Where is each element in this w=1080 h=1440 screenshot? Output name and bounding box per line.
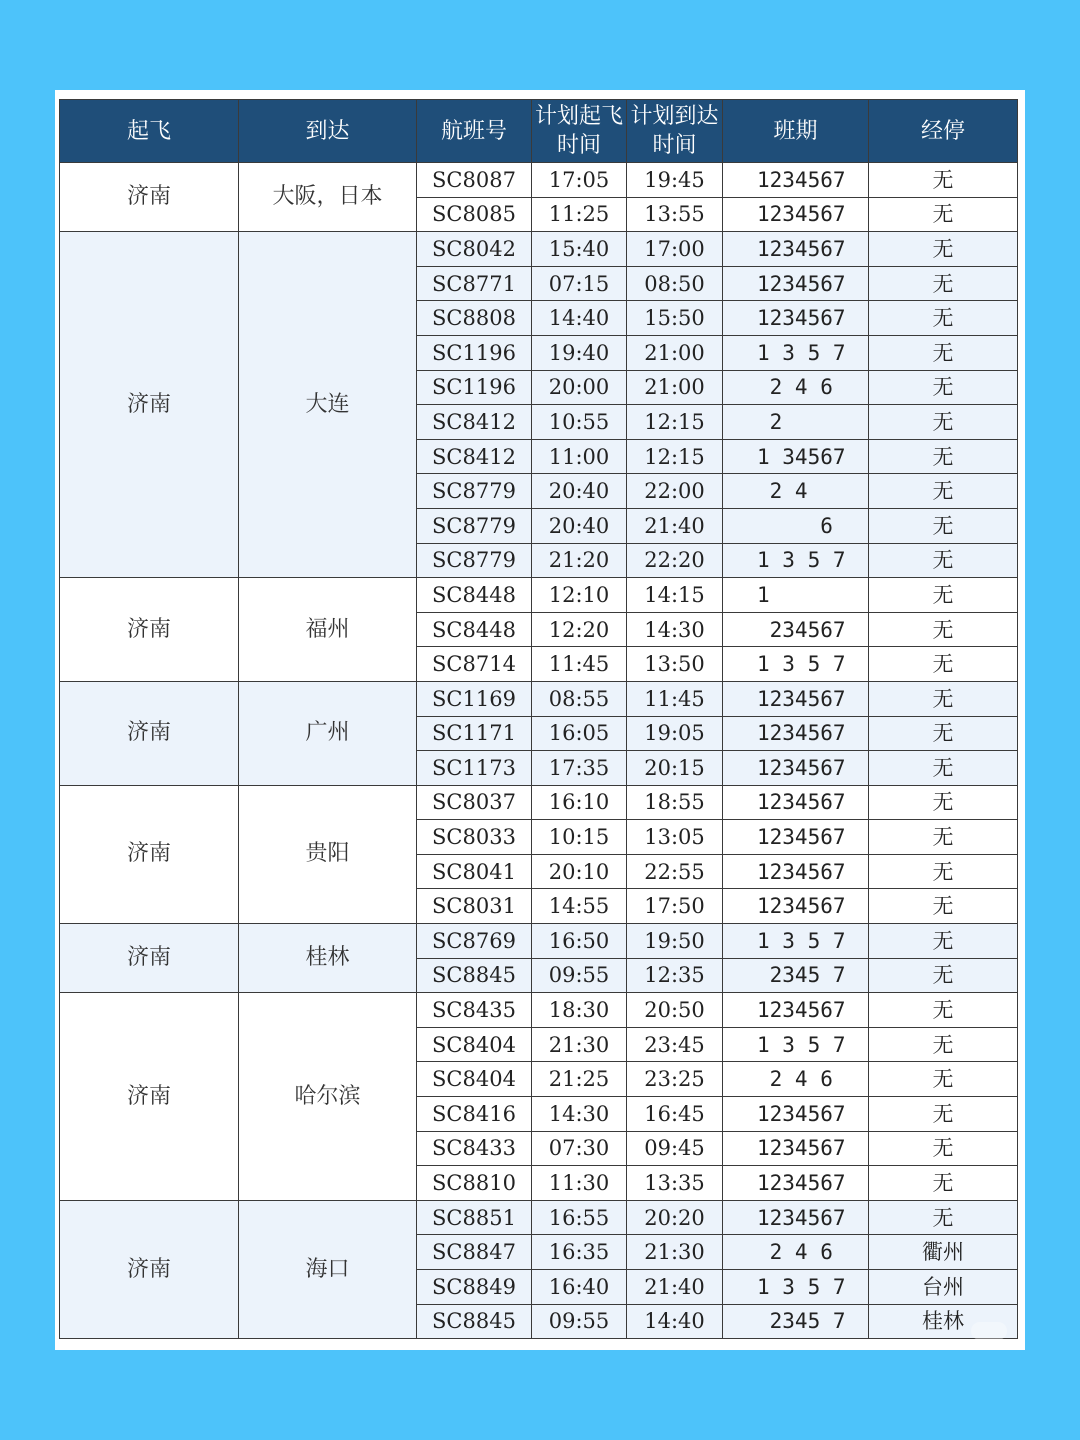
cell-schedule-days: 1 3 5 7 [723,647,869,682]
cell-dep-time: 16:05 [532,716,627,751]
cell-dep-time: 11:25 [532,197,627,232]
cell-stopover: 无 [869,232,1018,267]
cell-schedule-days: 2 4 6 [723,370,869,405]
cell-stopover: 无 [869,681,1018,716]
cell-stopover: 无 [869,197,1018,232]
cell-arrival-city: 海口 [239,1200,417,1338]
cell-dep-time: 10:55 [532,405,627,440]
cell-flight-no: SC8771 [417,266,532,301]
cell-departure-city: 济南 [60,163,239,232]
table-row [60,232,1018,267]
cell-flight-no: SC1196 [417,370,532,405]
cell-dep-time: 16:40 [532,1270,627,1305]
cell-dep-time: 12:20 [532,612,627,647]
cell-dep-time: 07:30 [532,1131,627,1166]
cell-dep-time: 17:05 [532,163,627,198]
cell-flight-no: SC8810 [417,1166,532,1201]
watermark-badge [971,1322,1007,1340]
cell-stopover: 台州 [869,1270,1018,1305]
cell-stopover: 桂林 [869,1304,1018,1339]
cell-arr-time: 19:45 [627,163,723,198]
cell-arr-time: 14:15 [627,578,723,613]
cell-stopover: 无 [869,716,1018,751]
cell-departure-city: 济南 [60,993,239,1201]
cell-flight-no: SC8714 [417,647,532,682]
cell-schedule-days: 234567 [723,612,869,647]
cell-dep-time: 16:10 [532,785,627,820]
cell-arr-time: 15:50 [627,301,723,336]
cell-dep-time: 11:45 [532,647,627,682]
cell-dep-time: 19:40 [532,335,627,370]
cell-dep-time: 14:40 [532,301,627,336]
cell-dep-time: 16:35 [532,1235,627,1270]
cell-schedule-days: 1234567 [723,301,869,336]
flight-schedule-table [59,99,1018,1339]
cell-schedule-days: 1 3 5 7 [723,335,869,370]
table-row [60,681,1018,716]
cell-schedule-days: 2345 7 [723,958,869,993]
cell-flight-no: SC8448 [417,612,532,647]
cell-dep-time: 21:25 [532,1062,627,1097]
cell-arrival-city: 福州 [239,578,417,682]
cell-dep-time: 14:55 [532,889,627,924]
cell-dep-time: 08:55 [532,681,627,716]
cell-schedule-days: 1234567 [723,232,869,267]
cell-arr-time: 13:55 [627,197,723,232]
cell-flight-no: SC8087 [417,163,532,198]
cell-schedule-days: 2 4 6 [723,1062,869,1097]
cell-dep-time: 20:00 [532,370,627,405]
cell-dep-time: 09:55 [532,1304,627,1339]
cell-stopover: 无 [869,820,1018,855]
cell-schedule-days: 2 [723,405,869,440]
table-row [60,785,1018,820]
cell-departure-city: 济南 [60,924,239,993]
cell-dep-time: 12:10 [532,578,627,613]
cell-schedule-days: 1234567 [723,820,869,855]
cell-arr-time: 13:35 [627,1166,723,1201]
cell-arr-time: 20:50 [627,993,723,1028]
cell-arr-time: 23:25 [627,1062,723,1097]
cell-flight-no: SC8085 [417,197,532,232]
table-row [60,163,1018,198]
cell-arrival-city: 贵阳 [239,785,417,923]
cell-flight-no: SC8779 [417,543,532,578]
cell-arr-time: 21:40 [627,1270,723,1305]
cell-dep-time: 11:30 [532,1166,627,1201]
cell-arr-time: 13:05 [627,820,723,855]
cell-stopover: 无 [869,1097,1018,1132]
cell-arr-time: 09:45 [627,1131,723,1166]
cell-arr-time: 12:15 [627,405,723,440]
cell-stopover: 无 [869,889,1018,924]
cell-stopover: 无 [869,163,1018,198]
cell-stopover: 无 [869,439,1018,474]
cell-flight-no: SC1169 [417,681,532,716]
cell-schedule-days: 1234567 [723,1166,869,1201]
cell-flight-no: SC8851 [417,1200,532,1235]
cell-schedule-days: 2 4 [723,474,869,509]
cell-arr-time: 18:55 [627,785,723,820]
cell-schedule-days: 1 3 5 7 [723,924,869,959]
cell-dep-time: 16:55 [532,1200,627,1235]
cell-flight-no: SC8847 [417,1235,532,1270]
cell-dep-time: 14:30 [532,1097,627,1132]
cell-schedule-days: 1234567 [723,266,869,301]
cell-arr-time: 21:40 [627,508,723,543]
cell-arrival-city: 广州 [239,681,417,785]
cell-flight-no: SC8779 [417,474,532,509]
cell-schedule-days: 1 3 5 7 [723,1270,869,1305]
cell-dep-time: 07:15 [532,266,627,301]
cell-arrival-city: 大阪，日本 [239,163,417,232]
cell-flight-no: SC1196 [417,335,532,370]
cell-stopover: 无 [869,1131,1018,1166]
cell-stopover: 无 [869,751,1018,786]
cell-stopover: 无 [869,578,1018,613]
cell-schedule-days: 1234567 [723,681,869,716]
cell-arr-time: 20:20 [627,1200,723,1235]
cell-schedule-days: 1 [723,578,869,613]
cell-arr-time: 08:50 [627,266,723,301]
cell-stopover: 衢州 [869,1235,1018,1270]
cell-schedule-days: 1 3 5 7 [723,543,869,578]
cell-arr-time: 23:45 [627,1027,723,1062]
cell-flight-no: SC8416 [417,1097,532,1132]
header-schedule: 班期 [723,100,869,163]
cell-schedule-days: 1 34567 [723,439,869,474]
cell-arrival-city: 桂林 [239,924,417,993]
cell-arr-time: 21:30 [627,1235,723,1270]
header-arrival: 到达 [239,100,417,163]
cell-flight-no: SC1173 [417,751,532,786]
table-header-row [60,100,1018,163]
cell-departure-city: 济南 [60,785,239,923]
cell-dep-time: 20:10 [532,854,627,889]
cell-arr-time: 17:00 [627,232,723,267]
table-row [60,993,1018,1028]
cell-flight-no: SC8845 [417,958,532,993]
cell-stopover: 无 [869,266,1018,301]
cell-flight-no: SC8849 [417,1270,532,1305]
cell-arr-time: 12:35 [627,958,723,993]
cell-dep-time: 16:50 [532,924,627,959]
cell-arr-time: 20:15 [627,751,723,786]
cell-flight-no: SC8769 [417,924,532,959]
cell-dep-time: 15:40 [532,232,627,267]
cell-schedule-days: 1 3 5 7 [723,1027,869,1062]
table-row [60,924,1018,959]
cell-arr-time: 14:40 [627,1304,723,1339]
cell-flight-no: SC8042 [417,232,532,267]
cell-schedule-days: 1234567 [723,993,869,1028]
cell-schedule-days: 1234567 [723,716,869,751]
cell-stopover: 无 [869,405,1018,440]
cell-stopover: 无 [869,370,1018,405]
cell-departure-city: 济南 [60,681,239,785]
cell-arr-time: 13:50 [627,647,723,682]
cell-schedule-days: 2345 7 [723,1304,869,1339]
cell-flight-no: SC8779 [417,508,532,543]
cell-dep-time: 20:40 [532,474,627,509]
cell-flight-no: SC8031 [417,889,532,924]
header-departure: 起飞 [60,100,239,163]
cell-schedule-days: 1234567 [723,1131,869,1166]
cell-flight-no: SC8435 [417,993,532,1028]
cell-departure-city: 济南 [60,578,239,682]
cell-arr-time: 12:15 [627,439,723,474]
cell-arrival-city: 大连 [239,232,417,578]
cell-schedule-days: 6 [723,508,869,543]
header-stopover: 经停 [869,100,1018,163]
cell-dep-time: 11:00 [532,439,627,474]
table-body [60,163,1018,1339]
cell-departure-city: 济南 [60,232,239,578]
cell-stopover: 无 [869,993,1018,1028]
cell-flight-no: SC8412 [417,439,532,474]
cell-dep-time: 10:15 [532,820,627,855]
cell-schedule-days: 1234567 [723,785,869,820]
cell-arr-time: 21:00 [627,335,723,370]
cell-schedule-days: 1234567 [723,1097,869,1132]
cell-flight-no: SC1171 [417,716,532,751]
cell-arr-time: 17:50 [627,889,723,924]
cell-stopover: 无 [869,785,1018,820]
cell-schedule-days: 1234567 [723,854,869,889]
cell-dep-time: 09:55 [532,958,627,993]
cell-arrival-city: 哈尔滨 [239,993,417,1201]
cell-arr-time: 19:05 [627,716,723,751]
cell-dep-time: 17:35 [532,751,627,786]
cell-arr-time: 21:00 [627,370,723,405]
table-row [60,578,1018,613]
header-flight-no: 航班号 [417,100,532,163]
cell-arr-time: 19:50 [627,924,723,959]
schedule-card [55,90,1025,1350]
cell-dep-time: 18:30 [532,993,627,1028]
cell-schedule-days: 1234567 [723,889,869,924]
header-dep-time: 计划起飞时间 [532,100,627,163]
cell-stopover: 无 [869,301,1018,336]
cell-arr-time: 11:45 [627,681,723,716]
cell-schedule-days: 2 4 6 [723,1235,869,1270]
cell-dep-time: 20:40 [532,508,627,543]
cell-stopover: 无 [869,1027,1018,1062]
cell-departure-city: 济南 [60,1200,239,1338]
cell-flight-no: SC8808 [417,301,532,336]
cell-dep-time: 21:20 [532,543,627,578]
cell-arr-time: 16:45 [627,1097,723,1132]
cell-stopover: 无 [869,335,1018,370]
cell-stopover: 无 [869,924,1018,959]
cell-arr-time: 14:30 [627,612,723,647]
cell-schedule-days: 1234567 [723,163,869,198]
cell-stopover: 无 [869,1166,1018,1201]
cell-flight-no: SC8448 [417,578,532,613]
cell-stopover: 无 [869,1200,1018,1235]
cell-dep-time: 21:30 [532,1027,627,1062]
cell-stopover: 无 [869,543,1018,578]
cell-flight-no: SC8041 [417,854,532,889]
cell-flight-no: SC8037 [417,785,532,820]
cell-stopover: 无 [869,1062,1018,1097]
cell-stopover: 无 [869,612,1018,647]
cell-flight-no: SC8845 [417,1304,532,1339]
cell-arr-time: 22:20 [627,543,723,578]
cell-schedule-days: 1234567 [723,751,869,786]
cell-stopover: 无 [869,647,1018,682]
table-row [60,1200,1018,1235]
cell-stopover: 无 [869,958,1018,993]
cell-stopover: 无 [869,854,1018,889]
cell-schedule-days: 1234567 [723,1200,869,1235]
cell-schedule-days: 1234567 [723,197,869,232]
cell-flight-no: SC8404 [417,1062,532,1097]
cell-flight-no: SC8404 [417,1027,532,1062]
cell-flight-no: SC8433 [417,1131,532,1166]
cell-flight-no: SC8033 [417,820,532,855]
cell-arr-time: 22:00 [627,474,723,509]
cell-stopover: 无 [869,508,1018,543]
cell-stopover: 无 [869,474,1018,509]
cell-arr-time: 22:55 [627,854,723,889]
header-arr-time: 计划到达时间 [627,100,723,163]
cell-flight-no: SC8412 [417,405,532,440]
